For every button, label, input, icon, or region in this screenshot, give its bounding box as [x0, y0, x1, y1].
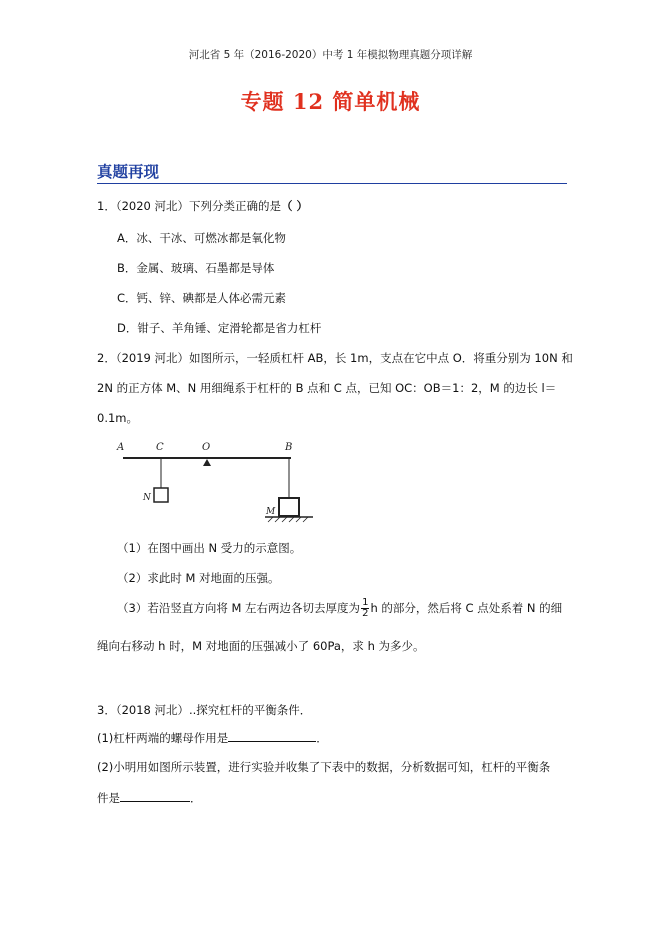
fraction-denominator: 2	[362, 608, 369, 619]
cube-n	[154, 488, 168, 502]
q1-answer-bracket: （ ）	[281, 199, 309, 213]
q1-option-b: B．金属、玻璃、石墨都是导体	[117, 261, 275, 275]
q1-option-c: C．钙、锌、碘都是人体必需元素	[117, 291, 287, 305]
fraction-one-half	[361, 598, 369, 619]
q1-stem	[97, 198, 308, 214]
section-heading: 真题再现	[97, 163, 160, 181]
q3-part-1-text: (1)杠杆两端的螺母作用是	[97, 731, 229, 745]
q2-sub3-line-1	[117, 598, 562, 619]
q3-stem: 3．（2018 河北）..探究杠杆的平衡条件．	[97, 703, 312, 717]
q3-part-2-text: 件是	[97, 791, 120, 805]
q3-part-1-end: ．	[316, 731, 328, 745]
q1-option-d: D．钳子、羊角锤、定滑轮都是省力杠杆	[117, 321, 322, 335]
label-m: M	[266, 507, 276, 517]
q3-part-2-end: ．	[190, 791, 202, 805]
q2-stem-line-2: 2N 的正方体 M、N 用细绳系于杠杆的 B 点和 C 点，已知 OC：OB＝1：2，M 的边长 l＝	[97, 381, 557, 395]
q3-part-2-blank[interactable]	[120, 789, 190, 802]
cube-m	[279, 498, 299, 516]
q2-stem-line-3: 0.1m。	[97, 411, 138, 425]
q3-part-1	[97, 729, 328, 746]
q2-stem-line-1: 2．（2019 河北）如图所示，一轻质杠杆 AB，长 1m，支点在它中点 O．将重分别为 10N 和	[97, 351, 573, 365]
label-n: N	[143, 493, 151, 503]
q2-sub3-text-a: （3）若沿竖直方向将 M 左右两边各切去厚度为	[117, 601, 361, 615]
q1-option-a: A．冰、干冰、可燃冰都是氧化物	[117, 231, 286, 245]
q2-sub3-text-b: h 的部分，然后将 C 点处系着 N 的细	[370, 601, 563, 615]
q2-sub3-line-2: 绳向右移动 h 时，M 对地面的压强减小了 60Pa，求 h 为多少。	[97, 639, 425, 653]
label-b: B	[285, 442, 293, 453]
lever-diagram	[113, 438, 313, 523]
q3-part-2-line-1: (2)小明用如图所示装置，进行实验并收集了下表中的数据，分析数据可知，杠杆的平衡条	[97, 760, 551, 774]
label-o: O	[202, 442, 211, 453]
q1-stem-text: 1．（2020 河北）下列分类正确的是	[97, 199, 281, 213]
fulcrum-triangle	[203, 459, 211, 466]
q3-part-1-blank[interactable]	[228, 729, 316, 742]
label-c: C	[156, 442, 164, 453]
label-a: A	[117, 442, 125, 453]
page-title: 专题 12 简单机械	[240, 89, 421, 114]
page-header: 河北省 5 年（2016-2020）中考 1 年模拟物理真题分项详解	[188, 49, 473, 61]
q2-sub1: （1）在图中画出 N 受力的示意图。	[117, 541, 302, 555]
q2-sub2: （2）求此时 M 对地面的压强。	[117, 571, 280, 585]
q3-part-2-line-2	[97, 789, 202, 806]
fraction-numerator: 1	[362, 597, 369, 608]
section-divider	[97, 183, 567, 184]
